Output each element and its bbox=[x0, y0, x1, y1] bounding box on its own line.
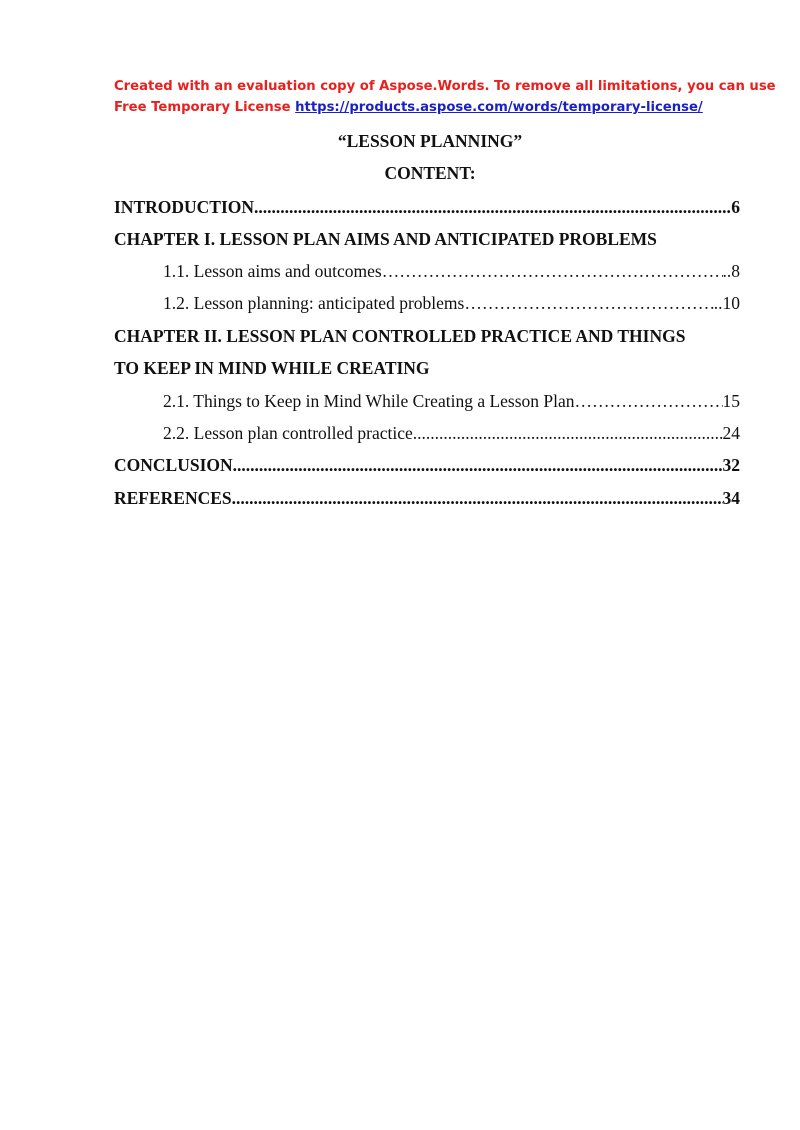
toc-entry-chapter-1[interactable]: CHAPTER I. LESSON PLAN AIMS AND ANTICIPATED PROBLEMS bbox=[114, 229, 657, 249]
toc-entry-label: 2.2. Lesson plan controlled practice bbox=[163, 423, 413, 443]
toc-dot-leader bbox=[382, 259, 723, 283]
toc-entry-chapter-2-line-2[interactable]: TO KEEP IN MIND WHILE CREATING bbox=[114, 358, 430, 378]
toc-entry-conclusion[interactable] bbox=[114, 453, 740, 477]
toc-dot-leader bbox=[575, 389, 723, 413]
document-title: “LESSON PLANNING” bbox=[337, 131, 523, 151]
toc-page-number: ..10 bbox=[713, 293, 740, 313]
watermark-line-1: Created with an evaluation copy of Aspose.Words. To remove all limitations, you can use bbox=[114, 79, 776, 94]
toc-page-number: 15 bbox=[722, 391, 740, 411]
watermark-line-2 bbox=[114, 97, 754, 118]
toc-entry-section-1-2[interactable] bbox=[163, 291, 740, 315]
toc-entry-label: REFERENCES bbox=[114, 488, 232, 508]
toc-entry-references[interactable] bbox=[114, 486, 740, 510]
toc-entry-chapter-2-line-1[interactable]: CHAPTER II. LESSON PLAN CONTROLLED PRACTICE AND THINGS bbox=[114, 326, 686, 346]
toc-entry-label: 2.1. Things to Keep in Mind While Creating a Lesson Plan bbox=[163, 391, 575, 411]
toc-dot-leader bbox=[464, 291, 713, 315]
toc-page-number: 6 bbox=[731, 197, 740, 217]
toc-entry-label: CONCLUSION bbox=[114, 455, 233, 475]
toc-dot-leader bbox=[413, 421, 723, 445]
toc-entry-section-2-1[interactable] bbox=[163, 389, 740, 413]
toc-entry-label: INTRODUCTION bbox=[114, 197, 255, 217]
toc-dot-leader bbox=[233, 453, 723, 477]
toc-entry-section-2-2[interactable] bbox=[163, 421, 740, 445]
toc-entry-label: 1.1. Lesson aims and outcomes bbox=[163, 261, 382, 281]
toc-dot-leader bbox=[254, 195, 731, 219]
toc-dot-leader bbox=[232, 486, 723, 510]
watermark-license-text: Free Temporary License bbox=[114, 100, 291, 115]
toc-page-number: 34 bbox=[722, 488, 740, 508]
toc-entry-introduction[interactable] bbox=[114, 195, 740, 219]
contents-heading: CONTENT: bbox=[384, 163, 476, 183]
toc-page-number: 24 bbox=[722, 423, 740, 443]
toc-entry-section-1-1[interactable] bbox=[163, 259, 740, 283]
toc-entry-label: 1.2. Lesson planning: anticipated problems bbox=[163, 293, 465, 313]
toc-page-number: ..8 bbox=[722, 261, 740, 281]
temporary-license-link[interactable]: https://products.aspose.com/words/temporary-license/ bbox=[295, 100, 703, 115]
evaluation-watermark bbox=[114, 76, 776, 118]
toc-page-number: 32 bbox=[722, 455, 740, 475]
